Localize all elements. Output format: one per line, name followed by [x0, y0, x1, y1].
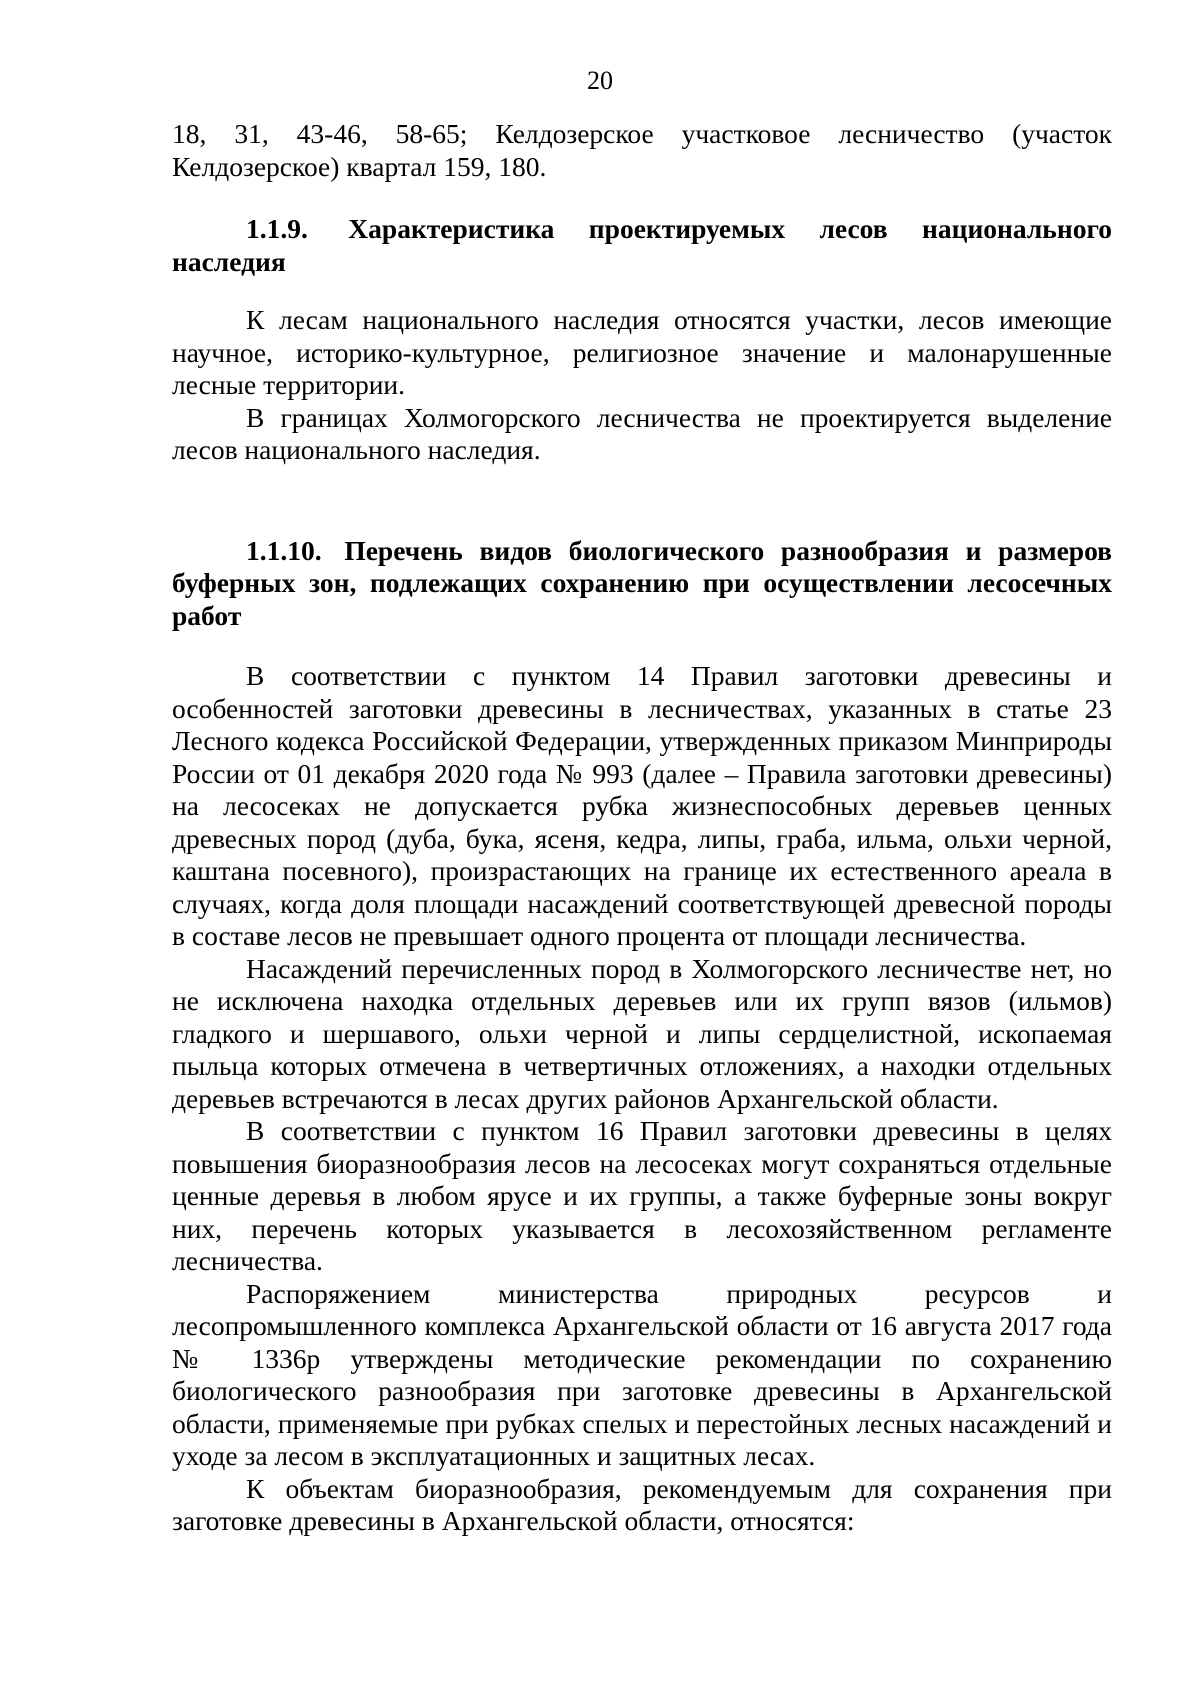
body-paragraph: В соответствии с пунктом 14 Правил заготовки древесины и особенностей заготовки древесины в лесничествах, указанных в статье 23 Лесного кодекса Российской Федерации, утвержденных приказом Минприроды России от 01 декабря 2020 года № 993 (далее – Правила заготовки древесины) на лесосеках не допускается рубка жизнеспособных деревьев ценных древесных пород (дуба, бука, ясеня, кедра, липы, граба, ильма, ольхи черной, каштана посевного), произрастающих на границе их естественного ареала в случаях, когда доля площади насаждений соответствующей древесной породы в составе лесов не превышает одного процента от площади лесничества. [172, 660, 1112, 951]
continuation-paragraph: 18, 31, 43-46, 58-65; Келдозерское участковое лесничество (участок Келдозерское) квартал 159, 180. [172, 118, 1112, 182]
section-number: 1.1.9. [246, 213, 308, 244]
section-title: Перечень видов биологического разнообразия и размеров буферных зон, подлежащих сохранению при осуществлении лесосечных работ [172, 534, 1113, 631]
section-heading-1-1-10 [172, 535, 1112, 633]
section-title: Характеристика проектируемых лесов национального наследия [172, 213, 1112, 277]
body-paragraph: В соответствии с пунктом 16 Правил заготовки древесины в целях повышения биоразнообразия лесов на лесосеках могут сохраняться отдельные ценные деревья в любом ярусе и их группы, а также буферные зоны вокруг них, перечень которых указывается в лесохозяйственном регламенте лесничества. [172, 1115, 1112, 1276]
section-number: 1.1.10. [246, 534, 322, 566]
page-number: 20 [587, 66, 613, 95]
body-paragraph: К лесам национального наследия относятся участки, лесов имеющие научное, историко-культурное, религиозное значение и малонарушенные лесные территории. [172, 304, 1112, 400]
body-paragraph: Насаждений перечисленных пород в Холмогорского лесничестве нет, но не исключена находка отдельных деревьев или их групп вязов (ильмов) гладкого и шершавого, ольхи черной и липы сердцелистной, ископаемая пыльца которых отмечена в четвертичных отложениях, а находки отдельных деревьев встречаются в лесах других районов Архангельской области. [172, 952, 1112, 1114]
body-paragraph: К объектам биоразнообразия, рекомендуемым для сохранения при заготовке древесины в Архангельской области, относятся: [172, 1472, 1112, 1536]
body-paragraph: В границах Холмогорского лесничества не проектируется выделение лесов национального наследия. [172, 401, 1112, 465]
page-content [172, 118, 1112, 1538]
section-heading-1-1-9 [172, 213, 1112, 278]
body-paragraph: Распоряжением министерства природных ресурсов и лесопромышленного комплекса Архангельской области от 16 августа 2017 года № 1336р утверждены методические рекомендации по сохранению биологического разнообразия при заготовке древесины в Архангельской области, применяемые при рубках спелых и перестойных лесных насаждений и уходе за лесом в эксплуатационных и защитных лесах. [172, 1277, 1112, 1471]
